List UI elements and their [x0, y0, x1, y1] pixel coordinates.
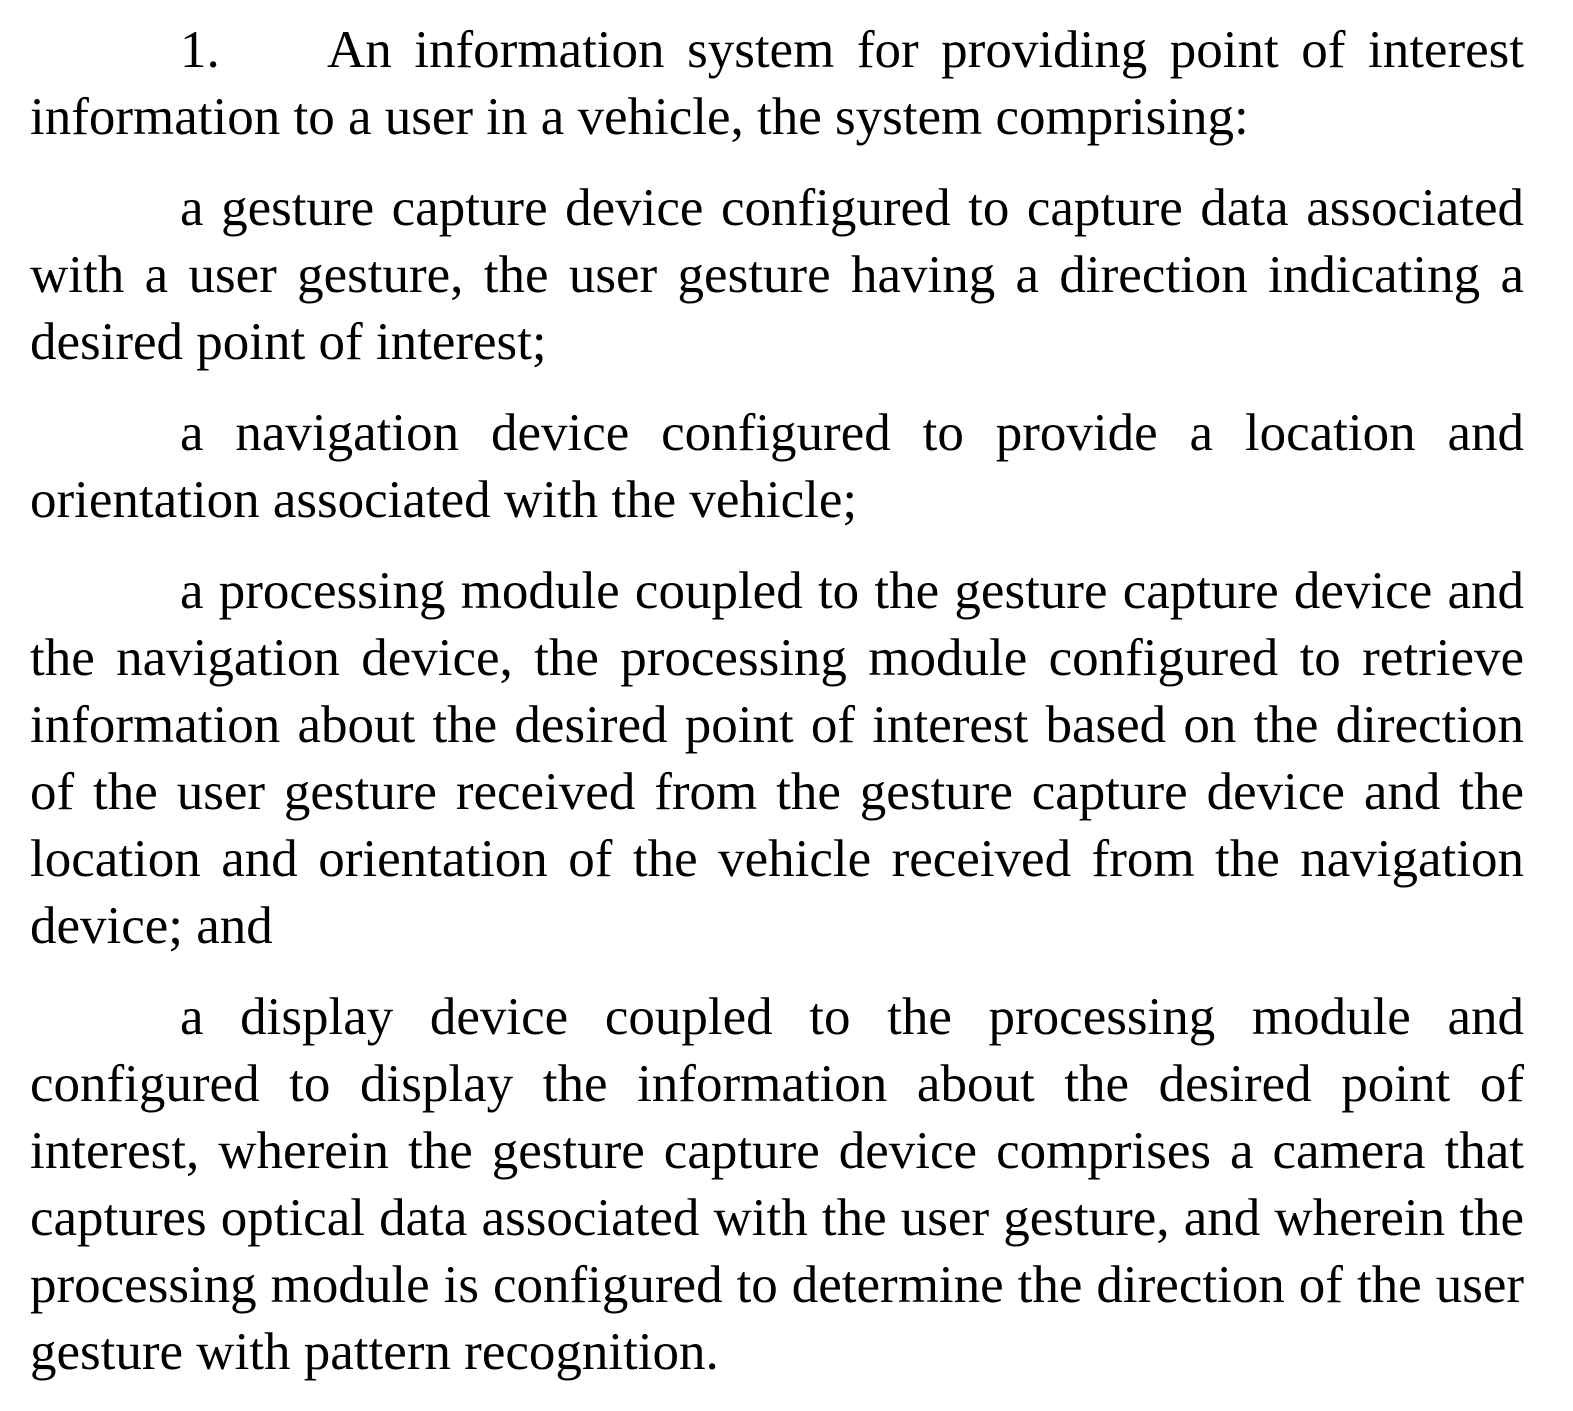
claim-preamble: An information system for providing point of interest information to a user in a vehicle, the system comprising: [30, 21, 1524, 146]
claim-element-gesture-capture: a gesture capture device configured to capture data associated with a user gesture, the user gesture having a direction indicating a desired point of interest; [30, 179, 1524, 371]
claim-number: 1. [180, 21, 220, 79]
claim-element-display: a display device coupled to the processing module and configured to display the information about the desired point of interest, wherein the gesture capture device comprises a camera that captures optical data associated with the user gesture, and wherein the processing module is configured to determine the direction of the user gesture with pattern recognition. [30, 988, 1524, 1381]
claim-element-processing-module: a processing module coupled to the gesture capture device and the navigation device, the processing module configured to retrieve information about the desired point of interest based on the direction of the user gesture received from the gesture capture device and the location and orientation of the vehicle received from the navigation device; and [30, 562, 1524, 955]
claim-element-navigation: a navigation device configured to provide a location and orientation associated with the vehicle; [30, 404, 1524, 529]
patent-claim [30, 17, 1524, 1386]
claim-preamble-paragraph [30, 17, 1524, 151]
